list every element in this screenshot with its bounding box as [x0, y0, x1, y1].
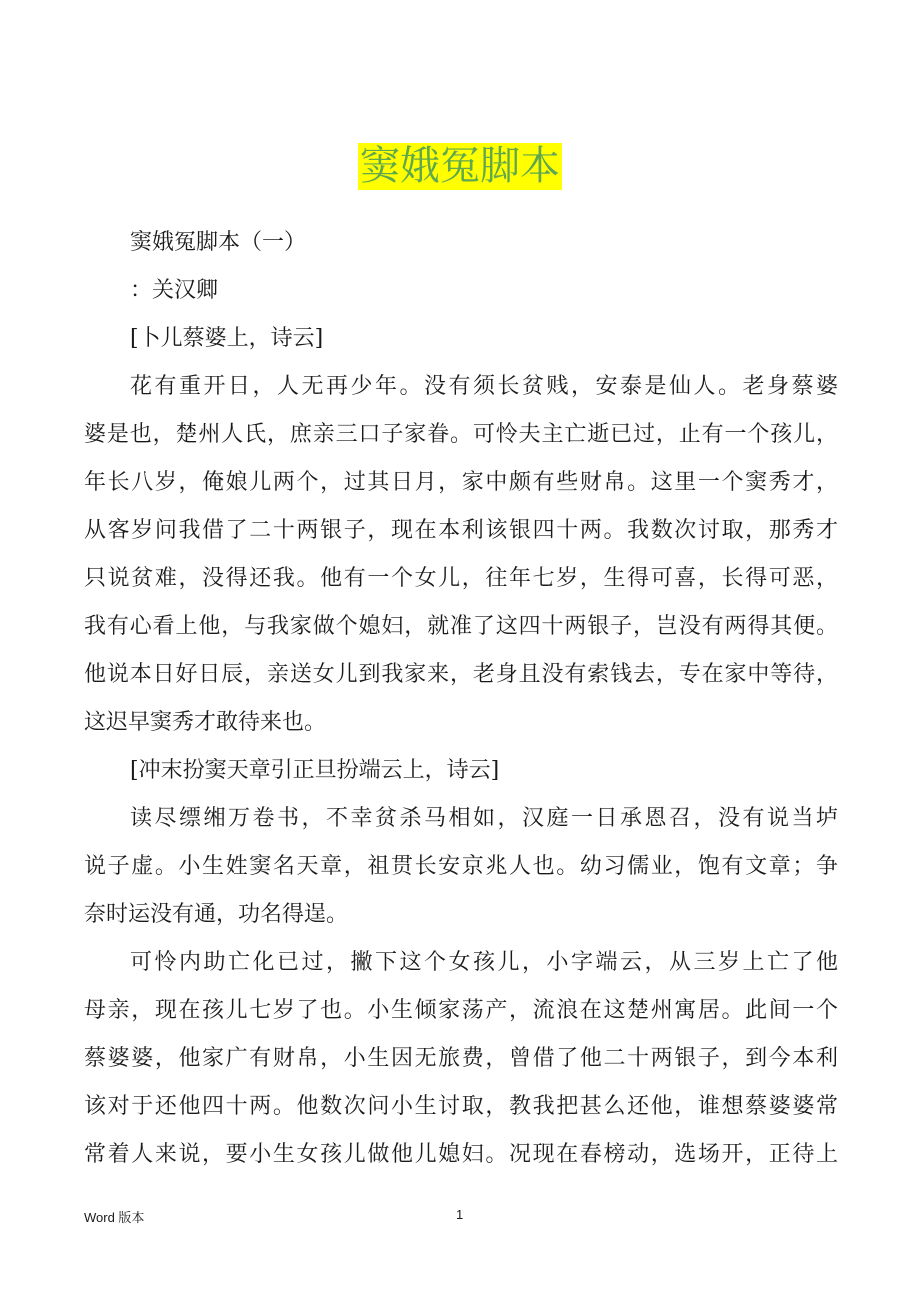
paragraph-2 — [84, 795, 838, 939]
text-line: 可怜内助亡化已过，撇下这个女孩儿，小字端云，从三岁上亡了他 — [130, 950, 838, 975]
paragraph-3 — [84, 939, 838, 1179]
stage-direction: [冲末扮窦天章引正旦扮端云上，诗云] — [130, 758, 500, 783]
text-line: 说子虚。小生姓窦名天章，祖贯长安京兆人也。幼习儒业，饱有文章；争 — [84, 854, 838, 879]
page-number: 1 — [456, 1207, 464, 1222]
text-line: 这迟早窦秀才敢待来也。 — [84, 710, 327, 735]
heading: 窦娥冤脚本（一） — [130, 230, 307, 255]
text-line: 婆是也，楚州人氏，庶亲三口子家眷。可怜夫主亡逝已过，止有一个孩儿， — [84, 422, 838, 447]
document-title: 窦娥冤脚本 — [360, 143, 560, 189]
text-line: 他说本日好日辰，亲送女儿到我家来，老身且没有索钱去，专在家中等待， — [84, 662, 838, 687]
text-line: 从客岁问我借了二十两银子，现在本利该银四十两。我数次讨取，那秀才 — [84, 518, 838, 543]
footer-label: Word 版本 — [84, 1210, 145, 1225]
text-line: 奈时运没有通，功名得逞。 — [84, 902, 349, 927]
text-line: 花有重开日，人无再少年。没有须长贫贱，安泰是仙人。老身蔡婆 — [130, 374, 838, 399]
paragraph-1 — [84, 363, 838, 747]
text-line: 母亲，现在孩儿七岁了也。小生倾家荡产，流浪在这楚州寓居。此间一个 — [84, 998, 838, 1023]
author-line: ：关汉卿 — [130, 278, 219, 303]
text-line: 常着人来说，要小生女孩儿做他儿媳妇。况现在春榜动，选场开，正待上 — [84, 1142, 838, 1167]
document-body — [84, 219, 838, 1179]
stage-direction: [卜儿蔡婆上，诗云] — [130, 326, 324, 351]
text-line: 只说贫难，没得还我。他有一个女儿，往年七岁，生得可喜，长得可恶， — [84, 566, 838, 591]
text-line: 我有心看上他，与我家做个媳妇，就准了这四十两银子，岂没有两得其便。 — [84, 614, 838, 639]
title-container — [0, 143, 920, 190]
text-line: 读尽缥缃万卷书，不幸贫杀马相如，汉庭一日承恩召，没有说当垆 — [130, 806, 838, 831]
text-line: 该对于还他四十两。他数次问小生讨取，教我把甚么还他，谁想蔡婆婆常 — [84, 1094, 838, 1119]
text-line: 年长八岁，俺娘儿两个，过其日月，家中颇有些财帛。这里一个窦秀才， — [84, 470, 838, 495]
text-line: 蔡婆婆，他家广有财帛，小生因无旅费，曾借了他二十两银子，到今本利 — [84, 1046, 838, 1071]
